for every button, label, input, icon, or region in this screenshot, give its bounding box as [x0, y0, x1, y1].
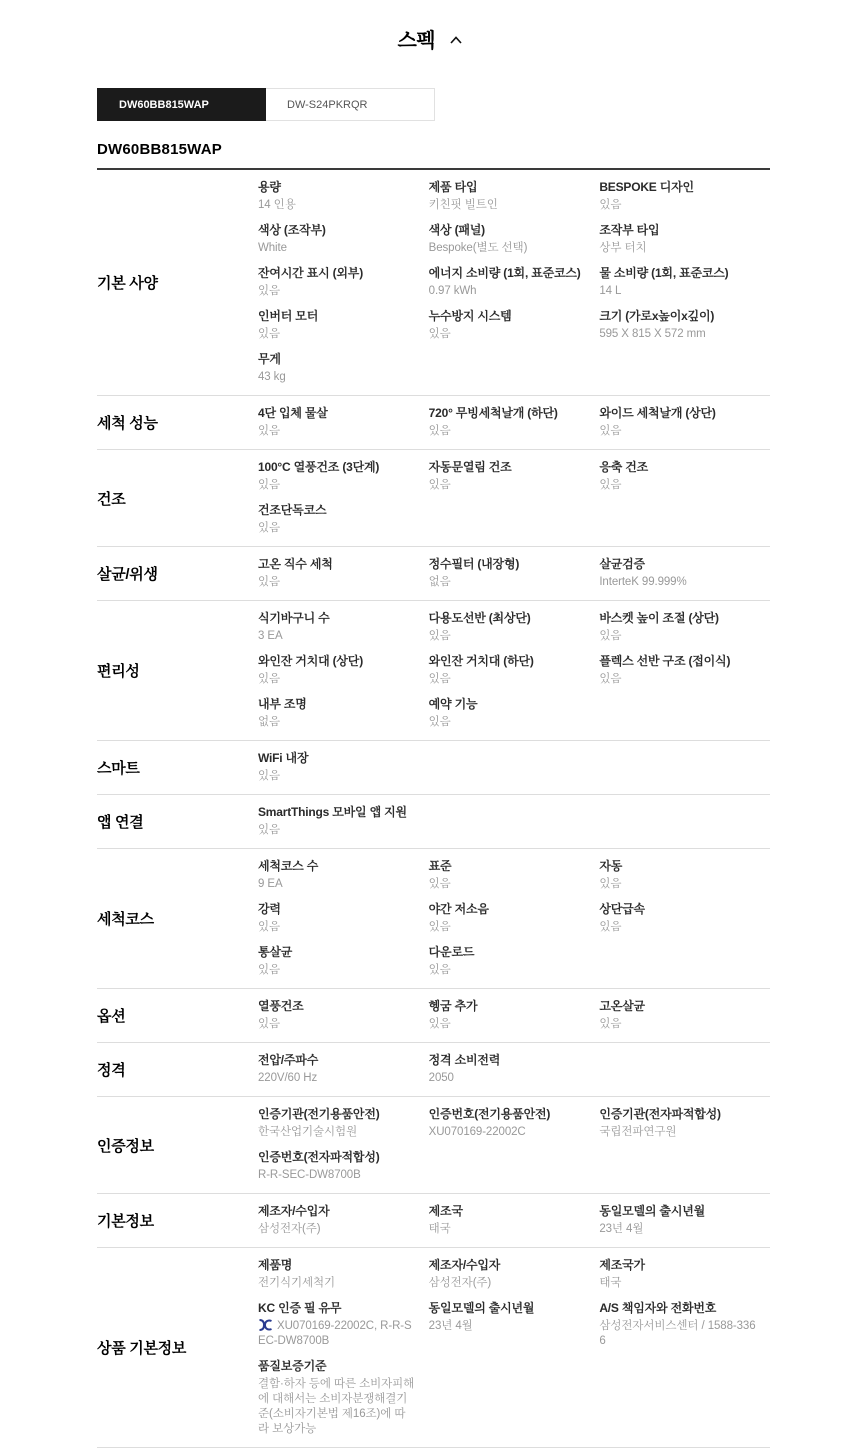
spec-cell [599, 644, 770, 687]
spec-value: 있음 [258, 673, 281, 685]
spec-cell [258, 989, 429, 1032]
spec-section [97, 1248, 770, 1448]
spec-cell [258, 547, 429, 590]
spec-label: 헹굼 추가 [428, 999, 478, 1013]
spec-label: 내부 조명 [258, 697, 307, 711]
spec-value: 3 EA [258, 630, 283, 642]
spec-label: 품질보증기준 [258, 1359, 327, 1373]
spec-value: 있음 [599, 1018, 622, 1030]
section-title: 정격 [97, 1062, 126, 1079]
spec-value: 태국 [599, 1277, 622, 1289]
spec-value: 있음 [428, 716, 451, 728]
spec-cell [599, 892, 770, 935]
kc-mark-icon [258, 1319, 273, 1331]
spec-cell [429, 1097, 600, 1140]
spec-label: 제조국 [428, 1204, 463, 1218]
spec-label: 식기바구니 수 [258, 611, 330, 625]
spec-value: 상부 터치 [599, 242, 647, 254]
spec-cell [599, 396, 770, 439]
spec-value: 있음 [258, 964, 281, 976]
spec-label: BESPOKE 디자인 [599, 180, 694, 194]
spec-cell [258, 687, 429, 730]
spec-label: 동일모델의 출시년월 [428, 1301, 535, 1315]
spec-label: 와이드 세척날개 (상단) [599, 406, 716, 420]
spec-section [97, 989, 770, 1043]
spec-value: 220V/60 Hz [258, 1072, 318, 1084]
spec-cell [599, 989, 770, 1032]
spec-value: 있음 [599, 673, 622, 685]
spec-label: 제품 타입 [428, 180, 478, 194]
spec-value: 있음 [428, 921, 451, 933]
spec-cell [429, 989, 600, 1032]
tab-label: DW60BB815WAP [119, 98, 209, 111]
spec-cell [429, 213, 600, 256]
spec-label: 통살균 [258, 945, 293, 959]
tab-model-0[interactable] [97, 88, 266, 121]
spec-value: XU070169-22002C [428, 1126, 526, 1138]
spec-value: 9 EA [258, 878, 283, 890]
spec-label: 동일모델의 출시년월 [599, 1204, 705, 1218]
spec-label: 와인잔 거치대 (상단) [258, 654, 363, 668]
spec-label: 누수방지 시스템 [428, 309, 512, 323]
spec-label: 제조자/수입자 [258, 1204, 330, 1218]
spec-cell [258, 892, 429, 935]
section-content [258, 1248, 770, 1447]
spec-value: White [258, 242, 287, 254]
spec-cell [258, 170, 429, 213]
spec-cell [599, 1194, 770, 1237]
spec-cell [429, 450, 600, 493]
spec-label: 다운로드 [428, 945, 475, 959]
spec-cell [429, 1291, 600, 1349]
spec-label: 에너지 소비량 (1회, 표준코스) [428, 266, 581, 280]
spec-value: 23년 4월 [428, 1320, 473, 1332]
spec-value: 있음 [258, 285, 281, 297]
spec-cell [429, 299, 600, 342]
spec-table [97, 168, 770, 1448]
spec-label: 100°C 열풍건조 (3단계) [258, 460, 380, 474]
spec-section [97, 450, 770, 547]
section-title: 상품 기본정보 [97, 1340, 187, 1357]
spec-value: 있음 [258, 479, 281, 491]
spec-cell [258, 299, 429, 342]
spec-label: 물 소비량 (1회, 표준코스) [599, 266, 729, 280]
spec-value: 2050 [428, 1072, 454, 1084]
section-title: 옵션 [97, 1008, 126, 1025]
spec-label: 예약 기능 [428, 697, 478, 711]
section-title: 기본 사양 [97, 275, 158, 292]
spec-section [97, 170, 770, 396]
spec-value: 23년 4월 [599, 1223, 644, 1235]
spec-cell [429, 1248, 600, 1291]
section-content [258, 795, 770, 848]
spec-cell [599, 299, 770, 342]
spec-cell [429, 935, 600, 978]
spec-value: XU070169-22002C, R-R-SEC-DW8700B [258, 1320, 412, 1347]
spec-cell [429, 644, 600, 687]
spec-label: 고온살균 [599, 999, 645, 1013]
spec-label: 강력 [258, 902, 281, 916]
spec-value: 있음 [428, 630, 451, 642]
spec-value: 태국 [428, 1223, 451, 1235]
spec-label: 세척코스 수 [258, 859, 319, 873]
spec-value: 국립전파연구원 [599, 1126, 677, 1138]
section-content [258, 396, 770, 449]
spec-label: 인버터 모터 [258, 309, 319, 323]
spec-label: 야간 저소음 [428, 902, 489, 916]
spec-cell [429, 601, 600, 644]
spec-cell [429, 547, 600, 590]
spec-value: 있음 [258, 425, 281, 437]
spec-label: SmartThings 모바일 앱 지원 [258, 805, 407, 819]
spec-value: R-R-SEC-DW8700B [258, 1169, 361, 1181]
model-heading: DW60BB815WAP [97, 141, 222, 158]
section-content [258, 170, 770, 395]
spec-section [97, 601, 770, 741]
spec-label: 고온 직수 세척 [258, 557, 333, 571]
spec-value: 있음 [258, 770, 281, 782]
spec-label: 정수필터 (내장형) [428, 557, 520, 571]
section-content [258, 1097, 770, 1193]
spec-value: 있음 [428, 1018, 451, 1030]
spec-cell [258, 644, 429, 687]
spec-cell [429, 1194, 600, 1237]
model-tabs [97, 88, 860, 121]
spec-value: 있음 [258, 576, 281, 588]
spec-label: 응축 건조 [599, 460, 649, 474]
spec-label: 인증번호(전자파적합성) [258, 1150, 380, 1164]
tab-model-1[interactable] [266, 88, 435, 121]
tab-label: DW-S24PKRQR [287, 98, 368, 111]
spec-cell [429, 396, 600, 439]
spec-value: 있음 [599, 921, 622, 933]
spec-cell [599, 601, 770, 644]
spec-label: 자동문열림 건조 [428, 460, 512, 474]
spec-label: 인증기관(전자파적합성) [599, 1107, 721, 1121]
spec-value: 0.97 kWh [428, 285, 477, 297]
spec-value: 있음 [599, 878, 622, 890]
spec-section [97, 396, 770, 450]
section-title: 살균/위생 [97, 566, 158, 583]
spec-value: 있음 [428, 328, 451, 340]
spec-value: 있음 [258, 522, 281, 534]
spec-label: 용량 [258, 180, 281, 194]
spec-label: 와인잔 거치대 (하단) [428, 654, 534, 668]
spec-label: 건조단독코스 [258, 503, 327, 517]
section-content [258, 989, 770, 1042]
spec-label: 720° 무빙세척날개 (하단) [428, 406, 558, 420]
spec-section [97, 795, 770, 849]
chevron-up-icon[interactable] [449, 32, 463, 50]
spec-value: 있음 [258, 824, 281, 836]
spec-value: 14 L [599, 285, 622, 297]
spec-label: 인증번호(전기용품안전) [428, 1107, 551, 1121]
spec-cell [429, 1043, 600, 1086]
spec-value: 있음 [599, 630, 622, 642]
spec-section [97, 741, 770, 795]
spec-value: Bespoke(별도 선택) [428, 242, 528, 254]
section-title: 인증정보 [97, 1137, 154, 1155]
spec-cell [429, 170, 600, 213]
spec-label: WiFi 내장 [258, 751, 309, 765]
spec-cell [258, 1043, 429, 1086]
spec-value: 있음 [428, 964, 451, 976]
spec-value: 있음 [428, 479, 451, 491]
spec-cell [258, 1248, 429, 1291]
section-content [258, 849, 770, 988]
spec-label: 자동 [599, 859, 623, 873]
spec-cell [258, 795, 429, 838]
section-content [258, 450, 770, 546]
spec-label: 전압/주파수 [258, 1053, 319, 1067]
spec-cell [599, 256, 770, 299]
spec-label: 상단급속 [599, 902, 645, 916]
spec-cell [258, 1140, 429, 1183]
spec-value: 없음 [258, 716, 281, 728]
spec-label: 인증기관(전기용품안전) [258, 1107, 380, 1121]
spec-cell [599, 1291, 770, 1349]
spec-label: 표준 [428, 859, 452, 873]
spec-cell [258, 601, 429, 644]
spec-value: 있음 [599, 199, 622, 211]
spec-value: InterteK 99.999% [599, 576, 687, 588]
spec-section-header[interactable] [0, 0, 860, 53]
section-title: 기본정보 [97, 1213, 154, 1230]
spec-section [97, 1194, 770, 1248]
spec-cell [258, 1291, 429, 1349]
spec-value: 한국산업기술시험원 [258, 1126, 358, 1138]
spec-cell [429, 849, 600, 892]
spec-value: 있음 [258, 921, 281, 933]
spec-cell [258, 1349, 429, 1437]
spec-value: 없음 [428, 576, 451, 588]
section-content [258, 547, 770, 600]
section-content [258, 1043, 770, 1096]
spec-label: 무게 [258, 352, 281, 366]
spec-label: 정격 소비전력 [428, 1053, 501, 1067]
spec-cell [258, 450, 429, 493]
spec-label: KC 인증 필 유무 [258, 1301, 342, 1315]
spec-cell [599, 170, 770, 213]
spec-label: 제조국가 [599, 1258, 645, 1272]
spec-value: 전기식기세척기 [258, 1277, 336, 1289]
spec-value: 키친핏 빌트인 [428, 199, 498, 211]
section-title: 편리성 [97, 663, 140, 680]
spec-section [97, 849, 770, 989]
spec-cell [599, 849, 770, 892]
spec-value: 삼성전자(주) [258, 1223, 321, 1235]
spec-value: 있음 [258, 328, 281, 340]
spec-cell [599, 547, 770, 590]
spec-value: 있음 [599, 425, 622, 437]
spec-label: 열풍건조 [258, 999, 304, 1013]
spec-title: 스펙 [397, 30, 436, 52]
spec-cell [258, 256, 429, 299]
spec-cell [258, 741, 429, 784]
spec-value: 있음 [258, 1018, 281, 1030]
spec-value: 있음 [428, 673, 451, 685]
spec-label: 제조자/수입자 [428, 1258, 501, 1272]
spec-value: 있음 [428, 425, 451, 437]
spec-cell [258, 935, 429, 978]
spec-value: 결함·하자 등에 따른 소비자피해에 대해서는 소비자분쟁해결기준(소비자기본법 제16조)에 따라 보상가능 [258, 1378, 415, 1435]
spec-label: A/S 책임자와 전화번호 [599, 1301, 717, 1315]
spec-cell [599, 1248, 770, 1291]
spec-label: 플렉스 선반 구조 (접이식) [599, 654, 731, 668]
section-title: 건조 [97, 490, 126, 508]
spec-cell [258, 849, 429, 892]
section-content [258, 601, 770, 740]
spec-label: 크기 (가로x높이x깊이) [599, 309, 715, 323]
spec-section [97, 1043, 770, 1097]
spec-label: 4단 입체 물살 [258, 406, 328, 420]
spec-cell [258, 493, 429, 536]
spec-cell [258, 1097, 429, 1140]
section-title: 스마트 [97, 760, 140, 777]
spec-label: 색상 (패널) [428, 223, 485, 237]
spec-cell [429, 256, 600, 299]
section-content [258, 1194, 770, 1247]
spec-cell [599, 1097, 770, 1140]
spec-cell [599, 450, 770, 493]
spec-section [97, 547, 770, 601]
spec-label: 살균검증 [599, 557, 645, 571]
spec-label: 잔여시간 표시 (외부) [258, 266, 363, 280]
spec-label: 조작부 타입 [599, 223, 660, 237]
spec-value: 있음 [599, 479, 622, 491]
spec-cell [258, 342, 429, 385]
spec-cell [258, 396, 429, 439]
spec-cell [429, 892, 600, 935]
spec-value: 43 kg [258, 371, 286, 383]
spec-section [97, 1097, 770, 1194]
spec-label: 다용도선반 (최상단) [428, 611, 531, 625]
spec-label: 색상 (조작부) [258, 223, 326, 237]
section-title: 세척코스 [97, 911, 154, 928]
spec-value: 있음 [428, 878, 451, 890]
spec-value: 삼성전자서비스센터 / 1588-3366 [599, 1320, 756, 1347]
section-title: 세척 성능 [97, 415, 158, 432]
spec-cell [599, 213, 770, 256]
spec-value: 595 X 815 X 572 mm [599, 328, 706, 340]
section-title: 앱 연결 [97, 814, 144, 831]
spec-cell [429, 687, 600, 730]
spec-cell [258, 1194, 429, 1237]
spec-label: 제품명 [258, 1258, 293, 1272]
spec-label: 바스켓 높이 조절 (상단) [599, 611, 719, 625]
section-content [258, 741, 770, 794]
spec-value: 삼성전자(주) [428, 1277, 492, 1289]
spec-cell [258, 213, 429, 256]
spec-value: 14 인용 [258, 199, 296, 211]
